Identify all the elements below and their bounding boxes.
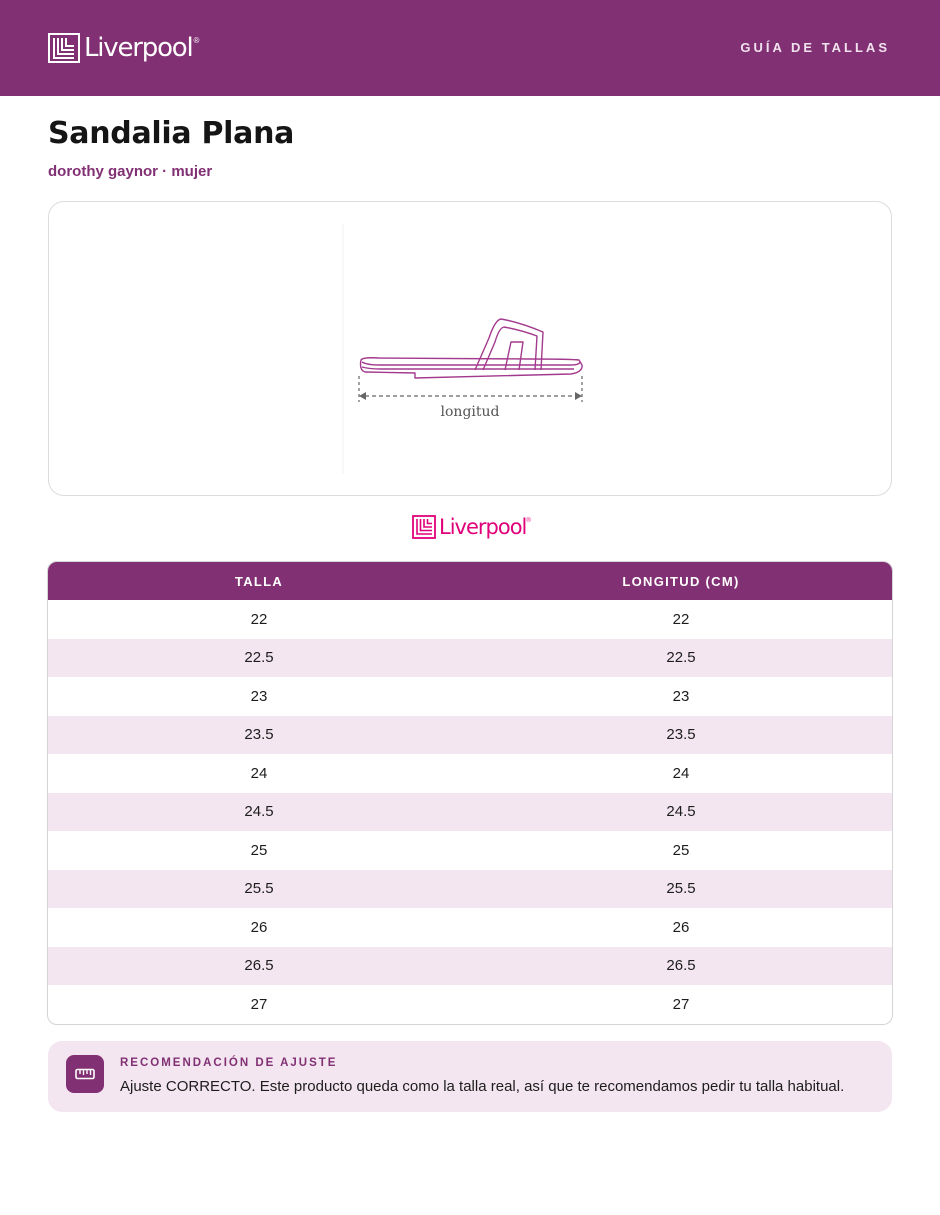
length-cell: 25.5 xyxy=(666,880,696,898)
length-cell: 23.5 xyxy=(666,726,696,744)
length-cell: 24.5 xyxy=(666,803,696,821)
table-header xyxy=(48,562,892,600)
size-cell: 25 xyxy=(250,841,268,859)
size-cell: 27 xyxy=(250,995,268,1013)
brand-name-secondary: Liverpool xyxy=(439,514,527,539)
size-cell: 26.5 xyxy=(244,957,274,975)
size-cell: 26 xyxy=(250,918,268,936)
length-cell: 23 xyxy=(672,687,690,705)
table-row xyxy=(48,908,892,947)
length-cell: 26.5 xyxy=(666,957,696,975)
size-cell: 22 xyxy=(250,610,268,628)
page-header xyxy=(0,0,940,96)
column-header-length: LONGITUD (CM) xyxy=(622,573,740,589)
registered-mark-secondary: ® xyxy=(526,518,531,524)
size-cell: 24 xyxy=(250,764,268,782)
length-cell: 22.5 xyxy=(666,649,696,667)
sandal-diagram xyxy=(49,202,893,497)
size-cell: 24.5 xyxy=(244,803,274,821)
table-row xyxy=(48,831,892,870)
size-table xyxy=(47,561,893,1025)
liverpool-logo-icon xyxy=(412,515,436,539)
registered-mark: ® xyxy=(193,35,200,45)
size-cell: 22.5 xyxy=(244,649,274,667)
table-row xyxy=(48,985,892,1024)
table-row xyxy=(48,754,892,793)
size-cell: 25.5 xyxy=(244,880,274,898)
recommendation-label: RECOMENDACIÓN DE AJUSTE xyxy=(120,1057,338,1069)
length-cell: 25 xyxy=(672,841,690,859)
length-cell: 22 xyxy=(672,610,690,628)
column-header-size: TALLA xyxy=(234,573,284,589)
brand-name: Liverpool xyxy=(84,33,193,63)
size-cell: 23.5 xyxy=(244,726,274,744)
product-subtitle: dorothy gaynor · mujer xyxy=(48,163,213,180)
table-row xyxy=(48,677,892,716)
table-row xyxy=(48,600,892,639)
table-row xyxy=(48,870,892,909)
size-cell: 23 xyxy=(250,687,268,705)
measurement-diagram-card xyxy=(48,201,892,496)
recommendation-text: Ajuste CORRECTO. Este producto queda como la talla real, así que te recomendamos pedir tu talla habitual. xyxy=(120,1078,845,1095)
length-label: longitud xyxy=(440,404,500,420)
table-row xyxy=(48,793,892,832)
size-guide-heading: GUÍA DE TALLAS xyxy=(740,40,890,55)
liverpool-logo-secondary xyxy=(412,513,531,541)
sandal-icon xyxy=(361,319,583,378)
product-title: Sandalia Plana xyxy=(48,116,295,151)
fit-recommendation xyxy=(48,1041,892,1112)
length-cell: 24 xyxy=(672,764,690,782)
liverpool-logo[interactable] xyxy=(48,30,199,66)
length-cell: 26 xyxy=(672,918,690,936)
table-row xyxy=(48,639,892,678)
table-row xyxy=(48,716,892,755)
length-cell: 27 xyxy=(672,995,690,1013)
ruler-icon xyxy=(66,1055,104,1093)
liverpool-logo-icon xyxy=(48,33,80,63)
length-measure-line xyxy=(359,376,582,402)
table-row xyxy=(48,947,892,986)
